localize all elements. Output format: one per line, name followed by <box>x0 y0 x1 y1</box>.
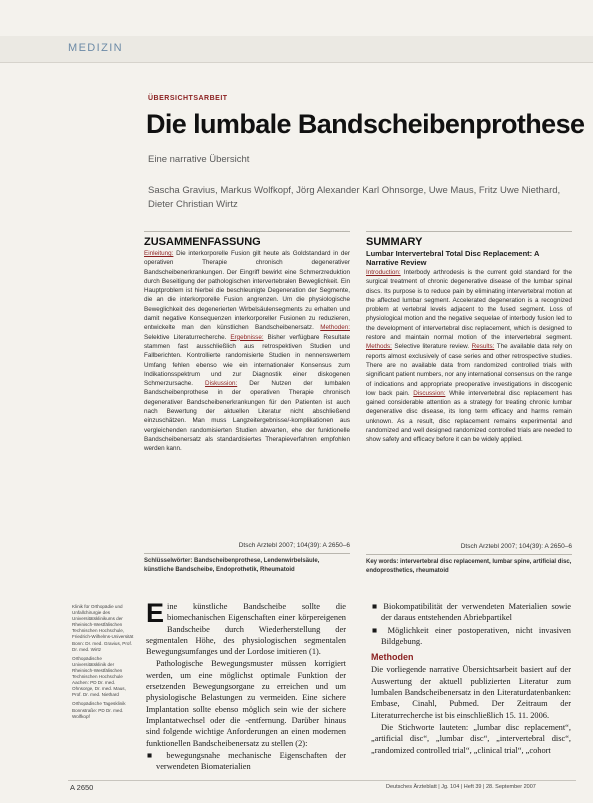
summary-keywords: Key words: intervertebral disc replacement, lumbar spine, artificial disc, endoprosthetics, rheumatoid <box>366 554 572 575</box>
summary-results: The available data rely on reports almost exclusively of case series and other retrospective studies. There are no available data from randomized controlled trials with significant patient numbers, nor any international consensus on the range of indications and appropriate preoperative investigations in discogenic low back pain. <box>366 343 572 397</box>
methods-heading: Methoden <box>371 652 414 663</box>
body-paragraph <box>146 598 346 657</box>
summary-label-discussion: Discussion: <box>413 389 446 397</box>
list-item: ■ Biokompatibilität der verwendeten Materialien sowie der daraus entstehenden Abriebpartikel <box>372 602 571 623</box>
abstract-methods: Selektive Literaturrecherche. <box>144 333 231 341</box>
abstract-discussion: Der Nutzen der lumbalen Bandscheibenprothese in der operativen Therapie chronisch degenerativer Bandscheibenerkrankungen für den Patienten ist auch nach Bewertung der aktuellen Literatur nicht abschließend einzuschätzen. Man muss Langzeitergebnisse/-komplikationen aus vergleichenden randomisierten Studien abwarten, ehe der funktionelle Bandscheibenersatz als standardisiertes Therapieverfahren empfohlen werden kann. <box>144 380 350 453</box>
abstract-heading: ZUSAMMENFASSUNG <box>144 231 350 248</box>
body-paragraph: Pathologische Bewegungsmuster müssen korrigiert werden, um eine möglichst optimale Funktion der ersetzenden Bewegungsorgane zu erreichen und um physiologische Belastungen zu vermeiden. Eine sichere Implantation sollte ebenso möglich sein wie der sichere Implantatwechsel oder die -entfernung. Darüber hinaus sind folgende wichtige Anforderungen an einen modernen funktionellen Bandscheibenersatz zu stellen (2): <box>146 659 346 748</box>
page-number: A 2650 <box>70 783 94 792</box>
abstract-english <box>366 231 572 575</box>
abstract-keywords: Schlüsselwörter: Bandscheibenprothese, Lendenwirbelsäule, künstliche Bandscheibe, Endoprothetik, Rheumatoid <box>144 553 350 574</box>
summary-label-methods: Methods: <box>366 343 392 351</box>
drop-cap: E <box>146 598 165 628</box>
body-paragraph: Die vorliegende narrative Übersichtsarbeit basiert auf der Auswertung der aktuell publizierten Literatur zum lumbalen Bandscheibenersatz in den Literaturdatenbanken: Embase, Cinahl, Pubmed. Der Zeitraum der Literaturrecherche ist bis einschließlich 15. 11. 2006. <box>371 665 571 720</box>
article-title: Die lumbale Bandscheibenprothese <box>146 109 585 139</box>
section-label: MEDIZIN <box>68 42 124 54</box>
author-list: Sascha Gravius, Markus Wolfkopf, Jörg Alexander Karl Ohnsorge, Uwe Maus, Fritz Uwe Niethard, Dieter Christian Wirtz <box>148 185 561 210</box>
abstract-text <box>144 249 350 540</box>
affiliation-item: Klinik für Orthopädie und Unfallchirurgie des Universitätsklinikums der Rheinisch-Westfälischen Technischen Hochschule, Friedrich-Wilhelms-Universität Bonn: Dr. med. Gravius, Prof. Dr. med. Wirtz <box>72 604 134 652</box>
list-item: ■ bewegungsnahe mechanische Eigenschaften der verwendeten Biomaterialien <box>147 750 346 772</box>
summary-citation: Dtsch Arztebl 2007; 104(39): A 2650–6 <box>460 543 572 550</box>
summary-label-intro: Introduction: <box>366 269 401 276</box>
journal-footer: Deutsches Ärzteblatt | Jg. 104 | Heft 39 | 28. September 2007 <box>386 784 536 790</box>
summary-subheading: Lumbar Intervertebral Total Disc Replacement: A Narrative Review <box>366 249 540 267</box>
list-item: ■ Möglichkeit einer postoperativen, nicht invasiven Bildgebung. <box>372 625 571 646</box>
body-paragraph: Die Stichworte lauteten: „lumbar disc replacement“, „artificial disc“, „lumbar disc“, „intervertebral disc“, „randomized controlled trial“, „clinical trial“, „cohort <box>371 722 571 755</box>
abstract-german <box>144 231 350 574</box>
summary-text <box>366 268 572 541</box>
summary-methods: Selective literature review. <box>391 343 472 351</box>
abstract-label-intro: Einleitung: <box>144 250 174 257</box>
abstract-citation: Dtsch Arztebl 2007; 104(39): A 2650–6 <box>238 542 350 549</box>
article-subtitle: Eine narrative Übersicht <box>148 154 250 165</box>
footer-divider <box>68 780 576 781</box>
affiliation-item: Orthopädische Tagesklinik Bonnstraße: PD Dr. med. Wolfkopf <box>72 701 126 719</box>
abstract-label-results: Ergebnisse: <box>230 333 264 341</box>
author-affiliations <box>72 604 134 723</box>
summary-heading: SUMMARY <box>366 231 572 248</box>
summary-discussion: While intervertebral disc replacement has gained considerable attention as a strategy for treating chronic lumbar degenerative disc disease, its long term efficacy and harms remain unknown. As a result, disc replacement remains experimental and randomized and well designed randomized controlled trials are needed to show safety and efficacy before it can be widely applied. <box>366 389 572 444</box>
abstract-intro: Die interkorporelle Fusion gilt heute als Goldstandard in der operativen Therapie chronisch degenerativer Bandscheibenerkrankungen. Der Eingriff bewirkt eine Schmerzreduktion durch Beseitigung der pathologischen intervertebralen Beweglichkeit. Ein Hauptproblem ist hierbei die beschleunigte Degeneration der Segmente, die an die interkorporelle Fusion angrenzen. Um die physiologische Beweglichkeit des degenerierten Wirbelsäulensegments zu erhalten und damit negative Konsequenzen interkorporeller Fusionen zu reduzieren, entwickelte man den künstlichen Bandscheibenersatz. <box>144 250 350 332</box>
body-paragraph-text: ine künstliche Bandscheibe sollte die biomechanischen Eigenschaften einer körpereigenen Bandscheibe durch Wiederherstellung der segmentalen Höhe, des physiologischen segmentalen Bewegungsumfanges und der Lordose imitieren (1). <box>146 602 346 657</box>
summary-label-results: Results: <box>471 343 495 351</box>
abstract-label-methods: Methoden: <box>320 324 350 332</box>
abstract-box <box>144 231 576 598</box>
abstract-results: Bisher verfügbare Resultate stammen fast ausschließlich aus retrospektiven Studien und Fallberichten. Kontrollierte randomisierte Studien in nennenswertem Umfang fehlen ebenso wie ein internationaler Konsensus zum Indikationsspektrum und zur Diagnostik einer diskogenen Schmerzursache. <box>144 333 350 388</box>
affiliation-item: Orthopädische Universitätsklinik der Rheinisch-Westfälischen Technischen Hochschule Aachen: PD Dr. med. Ohnsorge, Dr. med. Maus, Prof. Dr. med. Niethard <box>72 655 126 698</box>
body-column-left <box>146 598 346 773</box>
body-column-right <box>371 601 571 757</box>
abstract-label-discussion: Diskussion: <box>205 380 238 388</box>
summary-intro: Interbody arthrodesis is the current gold standard for the surgical treatment of chronic degenerative disease of the lumbar spinal discs. Its purpose is to reduce pain by eliminating intervertebral motion at the affected lumbar segment. Accelerated degeneration is a recognized problem at vertebral levels adjacent to the fused segment. Loss of physiological motion and the negative sequelae of interbody fusion led to the development of intervertebral disc replacement, which is designed to restore and maintain normal motion of the intervertebral segment. <box>366 269 572 342</box>
article-kicker: ÜBERSICHTSARBEIT <box>148 95 228 102</box>
